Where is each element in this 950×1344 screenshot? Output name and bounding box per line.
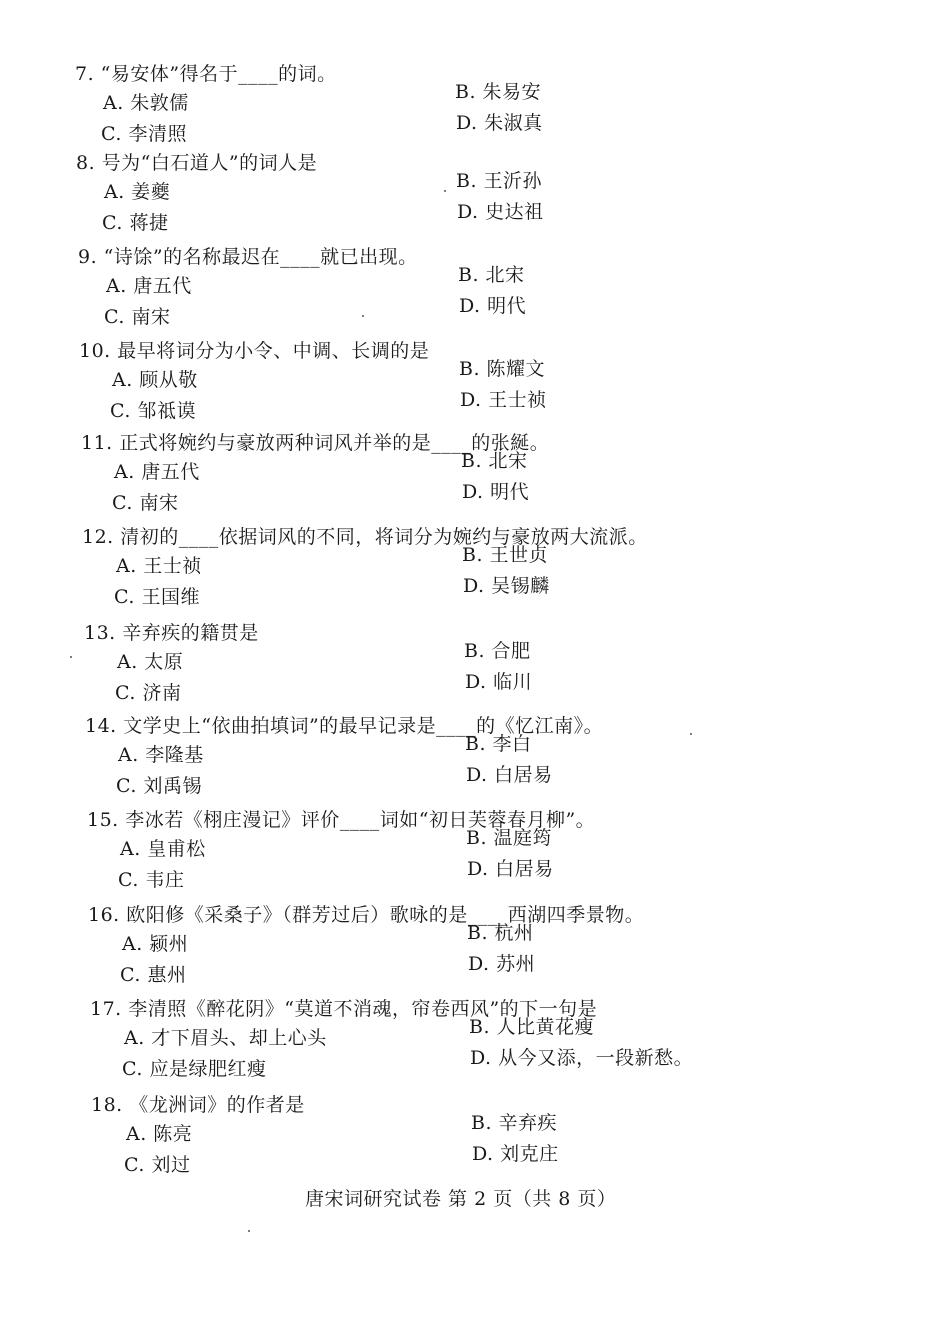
question-stem: 16. 欧阳修《采桑子》（群芳过后）歌咏的是____西湖四季景物。 (88, 904, 645, 926)
scan-speck (362, 315, 364, 317)
option-a: A. 唐五代 (106, 275, 192, 297)
option-a: A. 李隆基 (118, 744, 204, 766)
option-b: B. 北宋 (461, 450, 528, 472)
option-a: A. 朱敦儒 (103, 92, 189, 114)
option-c: C. 刘过 (124, 1154, 191, 1176)
option-a: A. 太原 (117, 651, 184, 673)
option-d: D. 白居易 (467, 858, 554, 880)
option-c: C. 南宋 (112, 492, 179, 514)
option-a: A. 姜夔 (104, 181, 171, 203)
scan-speck (690, 733, 692, 735)
option-a: A. 王士祯 (116, 555, 202, 577)
option-d: D. 吴锡麟 (463, 575, 550, 597)
option-d: D. 王士祯 (460, 389, 547, 411)
option-b: B. 李白 (465, 733, 532, 755)
option-d: D. 白居易 (466, 764, 553, 786)
option-b: B. 王世贞 (462, 544, 549, 566)
question-stem: 7. “易安体”得名于____的词。 (75, 63, 337, 85)
option-b: B. 王沂孙 (456, 170, 543, 192)
option-c: C. 南宋 (104, 306, 171, 328)
option-b: B. 温庭筠 (466, 827, 553, 849)
option-c: C. 惠州 (120, 964, 187, 986)
option-d: D. 苏州 (468, 953, 536, 975)
option-a: A. 皇甫松 (120, 838, 206, 860)
option-d: D. 史达祖 (457, 201, 544, 223)
page-footer: 唐宋词研究试卷 第 2 页（共 8 页） (305, 1188, 617, 1210)
option-c: C. 刘禹锡 (116, 775, 202, 797)
option-c: C. 蒋捷 (102, 212, 169, 234)
question-stem: 18. 《龙洲词》的作者是 (91, 1094, 305, 1116)
option-b: B. 北宋 (458, 264, 525, 286)
option-d: D. 明代 (459, 295, 527, 317)
question-stem: 10. 最早将词分为小令、中调、长调的是 (79, 340, 430, 362)
option-c: C. 李清照 (101, 123, 187, 145)
question-stem: 17. 李清照《醉花阴》“莫道不消魂，帘卷西风”的下一句是 (90, 998, 598, 1020)
option-a: A. 顾从敬 (112, 369, 198, 391)
question-stem: 11. 正式将婉约与豪放两种词风并举的是____的张綖。 (81, 432, 550, 454)
scan-speck (444, 190, 446, 192)
question-stem: 8. 号为“白石道人”的词人是 (76, 152, 318, 174)
question-stem: 15. 李冰若《栩庄漫记》评价____词如“初日芙蓉春月柳”。 (87, 809, 596, 831)
option-a: A. 唐五代 (114, 461, 200, 483)
option-c: C. 济南 (115, 682, 182, 704)
option-a: A. 陈亮 (126, 1123, 193, 1145)
scan-speck (248, 1230, 250, 1232)
option-d: D. 从今又添，一段新愁。 (470, 1047, 694, 1069)
option-d: D. 明代 (462, 481, 530, 503)
option-b: B. 辛弃疾 (471, 1112, 558, 1134)
option-c: C. 韦庄 (118, 869, 185, 891)
option-a: A. 才下眉头、却上心头 (124, 1027, 327, 1049)
option-b: B. 朱易安 (455, 81, 542, 103)
question-stem: 9. “诗馀”的名称最迟在____就已出现。 (78, 246, 418, 268)
option-b: B. 陈耀文 (459, 358, 546, 380)
question-stem: 12. 清初的____依据词风的不同，将词分为婉约与豪放两大流派。 (82, 526, 648, 548)
question-stem: 13. 辛弃疾的籍贯是 (84, 622, 259, 644)
option-d: D. 朱淑真 (456, 112, 543, 134)
option-d: D. 临川 (465, 671, 533, 693)
question-stem: 14. 文学史上“依曲拍填词”的最早记录是____的《忆江南》。 (85, 715, 604, 737)
option-a: A. 颍州 (122, 933, 189, 955)
option-b: B. 杭州 (467, 922, 534, 944)
option-b: B. 人比黄花瘦 (469, 1016, 595, 1038)
option-d: D. 刘克庄 (472, 1143, 559, 1165)
option-c: C. 应是绿肥红瘦 (122, 1058, 267, 1080)
option-c: C. 邹祗谟 (110, 400, 196, 422)
option-c: C. 王国维 (114, 586, 200, 608)
option-b: B. 合肥 (464, 640, 531, 662)
scan-speck (70, 656, 72, 658)
